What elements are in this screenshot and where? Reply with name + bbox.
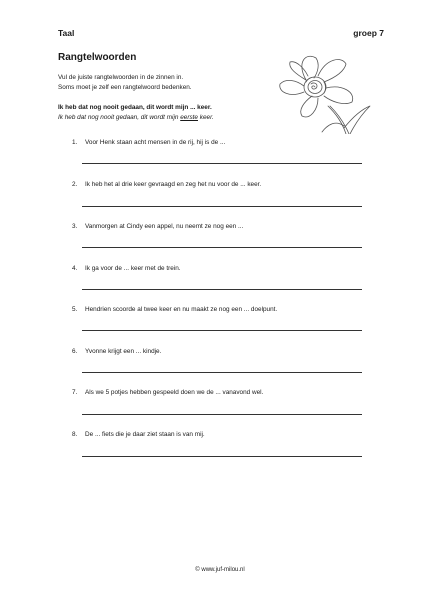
example-sentence: Ik heb dat nog nooit gedaan, dit wordt mijn ... keer.	[58, 104, 212, 111]
question-number: 4.	[72, 265, 78, 272]
question-text: Ik heb het al drie keer gevraagd en zeg het nu voor de ... keer.	[85, 181, 262, 188]
subject-label: Taal	[58, 28, 75, 38]
question-text: Hendrien scoorde al twee keer en nu maakt ze nog een ... doelpunt.	[85, 306, 278, 313]
answer-line-8[interactable]	[82, 456, 362, 457]
question-2	[72, 181, 261, 188]
answer-line-6[interactable]	[82, 372, 362, 373]
question-number: 8.	[72, 431, 78, 438]
example-answer	[58, 114, 214, 121]
question-8	[72, 431, 205, 438]
question-text: Yvonne krijgt een ... kindje.	[85, 348, 162, 355]
answer-line-7[interactable]	[82, 414, 362, 415]
example-answer-word: eerste	[180, 114, 198, 121]
question-number: 2.	[72, 181, 78, 188]
example-answer-after: keer.	[197, 114, 214, 121]
instruction-line-2: Soms moet je zelf een rangtelwoord bedenken.	[58, 83, 192, 91]
daffodil-flower-icon	[266, 48, 372, 134]
question-3	[72, 223, 243, 230]
answer-line-4[interactable]	[82, 289, 362, 290]
question-text: Vanmorgen at Cindy een appel, nu neemt ze nog een ...	[85, 223, 244, 230]
question-text: Voor Henk staan acht mensen in de rij, hij is de ...	[85, 139, 226, 146]
instructions	[58, 73, 192, 92]
group-label: groep 7	[353, 28, 384, 38]
answer-line-5[interactable]	[82, 330, 362, 331]
question-number: 5.	[72, 306, 78, 313]
question-6	[72, 348, 161, 355]
example-answer-before: Ik heb dat nog nooit gedaan, dit wordt mijn	[58, 114, 181, 121]
question-text: Als we 5 potjes hebben gespeeld doen we de ... vanavond wel.	[85, 389, 264, 396]
question-number: 7.	[72, 389, 78, 396]
question-text: De ... fiets die je daar ziet staan is van mij.	[85, 431, 205, 438]
answer-line-3[interactable]	[82, 247, 362, 248]
question-number: 1.	[72, 139, 78, 146]
question-number: 3.	[72, 223, 78, 230]
question-number: 6.	[72, 348, 78, 355]
worksheet-title: Rangtelwoorden	[58, 52, 137, 63]
question-5	[72, 306, 277, 313]
question-text: Ik ga voor de ... keer met de trein.	[85, 265, 181, 272]
instruction-line-1: Vul de juiste rangtelwoorden in de zinnen in.	[58, 74, 184, 81]
question-7	[72, 389, 263, 396]
copyright-footer: © www.juf-milou.nl	[195, 567, 245, 573]
question-4	[72, 265, 181, 272]
answer-line-1[interactable]	[82, 163, 362, 164]
answer-line-2[interactable]	[82, 206, 362, 207]
question-1	[72, 139, 225, 146]
